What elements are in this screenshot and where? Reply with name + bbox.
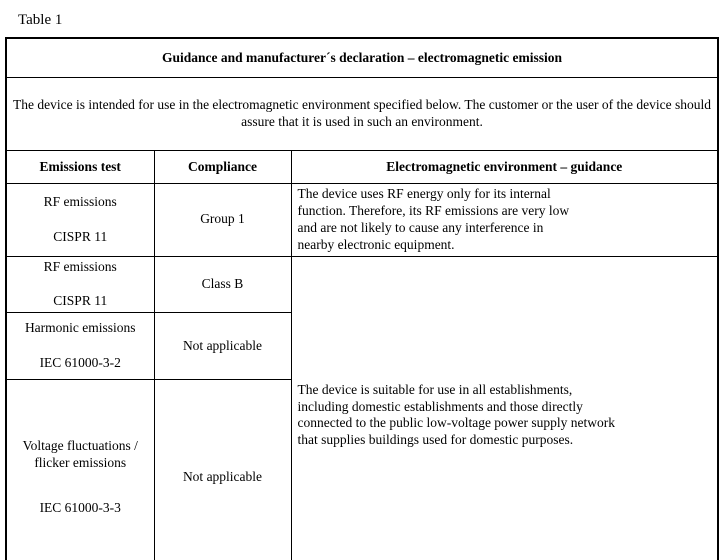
- compliance-value: Group 1: [154, 184, 291, 257]
- emissions-test-cell: [6, 256, 154, 313]
- col-header-guidance: Electromagnetic environment – guidance: [291, 151, 718, 184]
- table-row: [6, 184, 718, 257]
- emissions-test-cell: [6, 380, 154, 560]
- guidance-cell-merged: [291, 256, 718, 560]
- compliance-value: Not applicable: [154, 380, 291, 560]
- header-row: [6, 151, 718, 184]
- test-name: RF emissions: [43, 193, 117, 209]
- table-caption: Table 1: [18, 12, 63, 28]
- table-title: Guidance and manufacturer´s declaration – electromagnetic emission: [6, 38, 718, 78]
- test-standard: IEC 61000-3-2: [39, 355, 121, 371]
- title-row: [6, 38, 718, 78]
- emission-table: [5, 37, 719, 560]
- test-standard: IEC 61000-3-3: [39, 499, 121, 515]
- guidance-cell: [291, 184, 718, 257]
- guidance-text: The device is suitable for use in all establishments, including domestic establishments and those directly connected to the public low-voltage power supply network that supplies buildings used for domestic purposes.: [297, 381, 616, 448]
- test-standard: CISPR 11: [53, 293, 108, 309]
- col-header-emissions-test: Emissions test: [6, 151, 154, 184]
- intro-row: [6, 78, 718, 151]
- test-standard: CISPR 11: [53, 228, 108, 244]
- col-header-compliance: Compliance: [154, 151, 291, 184]
- table-intro: The device is intended for use in the electromagnetic environment specified below. The customer or the user of the device should assure that it is used in such an environment.: [6, 78, 718, 151]
- emissions-test-cell: [6, 184, 154, 257]
- compliance-value: Class B: [154, 256, 291, 313]
- table-row: [6, 256, 718, 313]
- guidance-text: The device uses RF energy only for its internal function. Therefore, its RF emissions are very low and are not likely to cause any interference in nearby electronic equipment.: [297, 186, 570, 252]
- test-name: Harmonic emissions: [24, 320, 136, 336]
- emissions-test-cell: [6, 313, 154, 380]
- test-name: RF emissions: [43, 258, 117, 274]
- test-name: Voltage fluctuations / flicker emissions: [22, 437, 138, 470]
- compliance-value: Not applicable: [154, 313, 291, 380]
